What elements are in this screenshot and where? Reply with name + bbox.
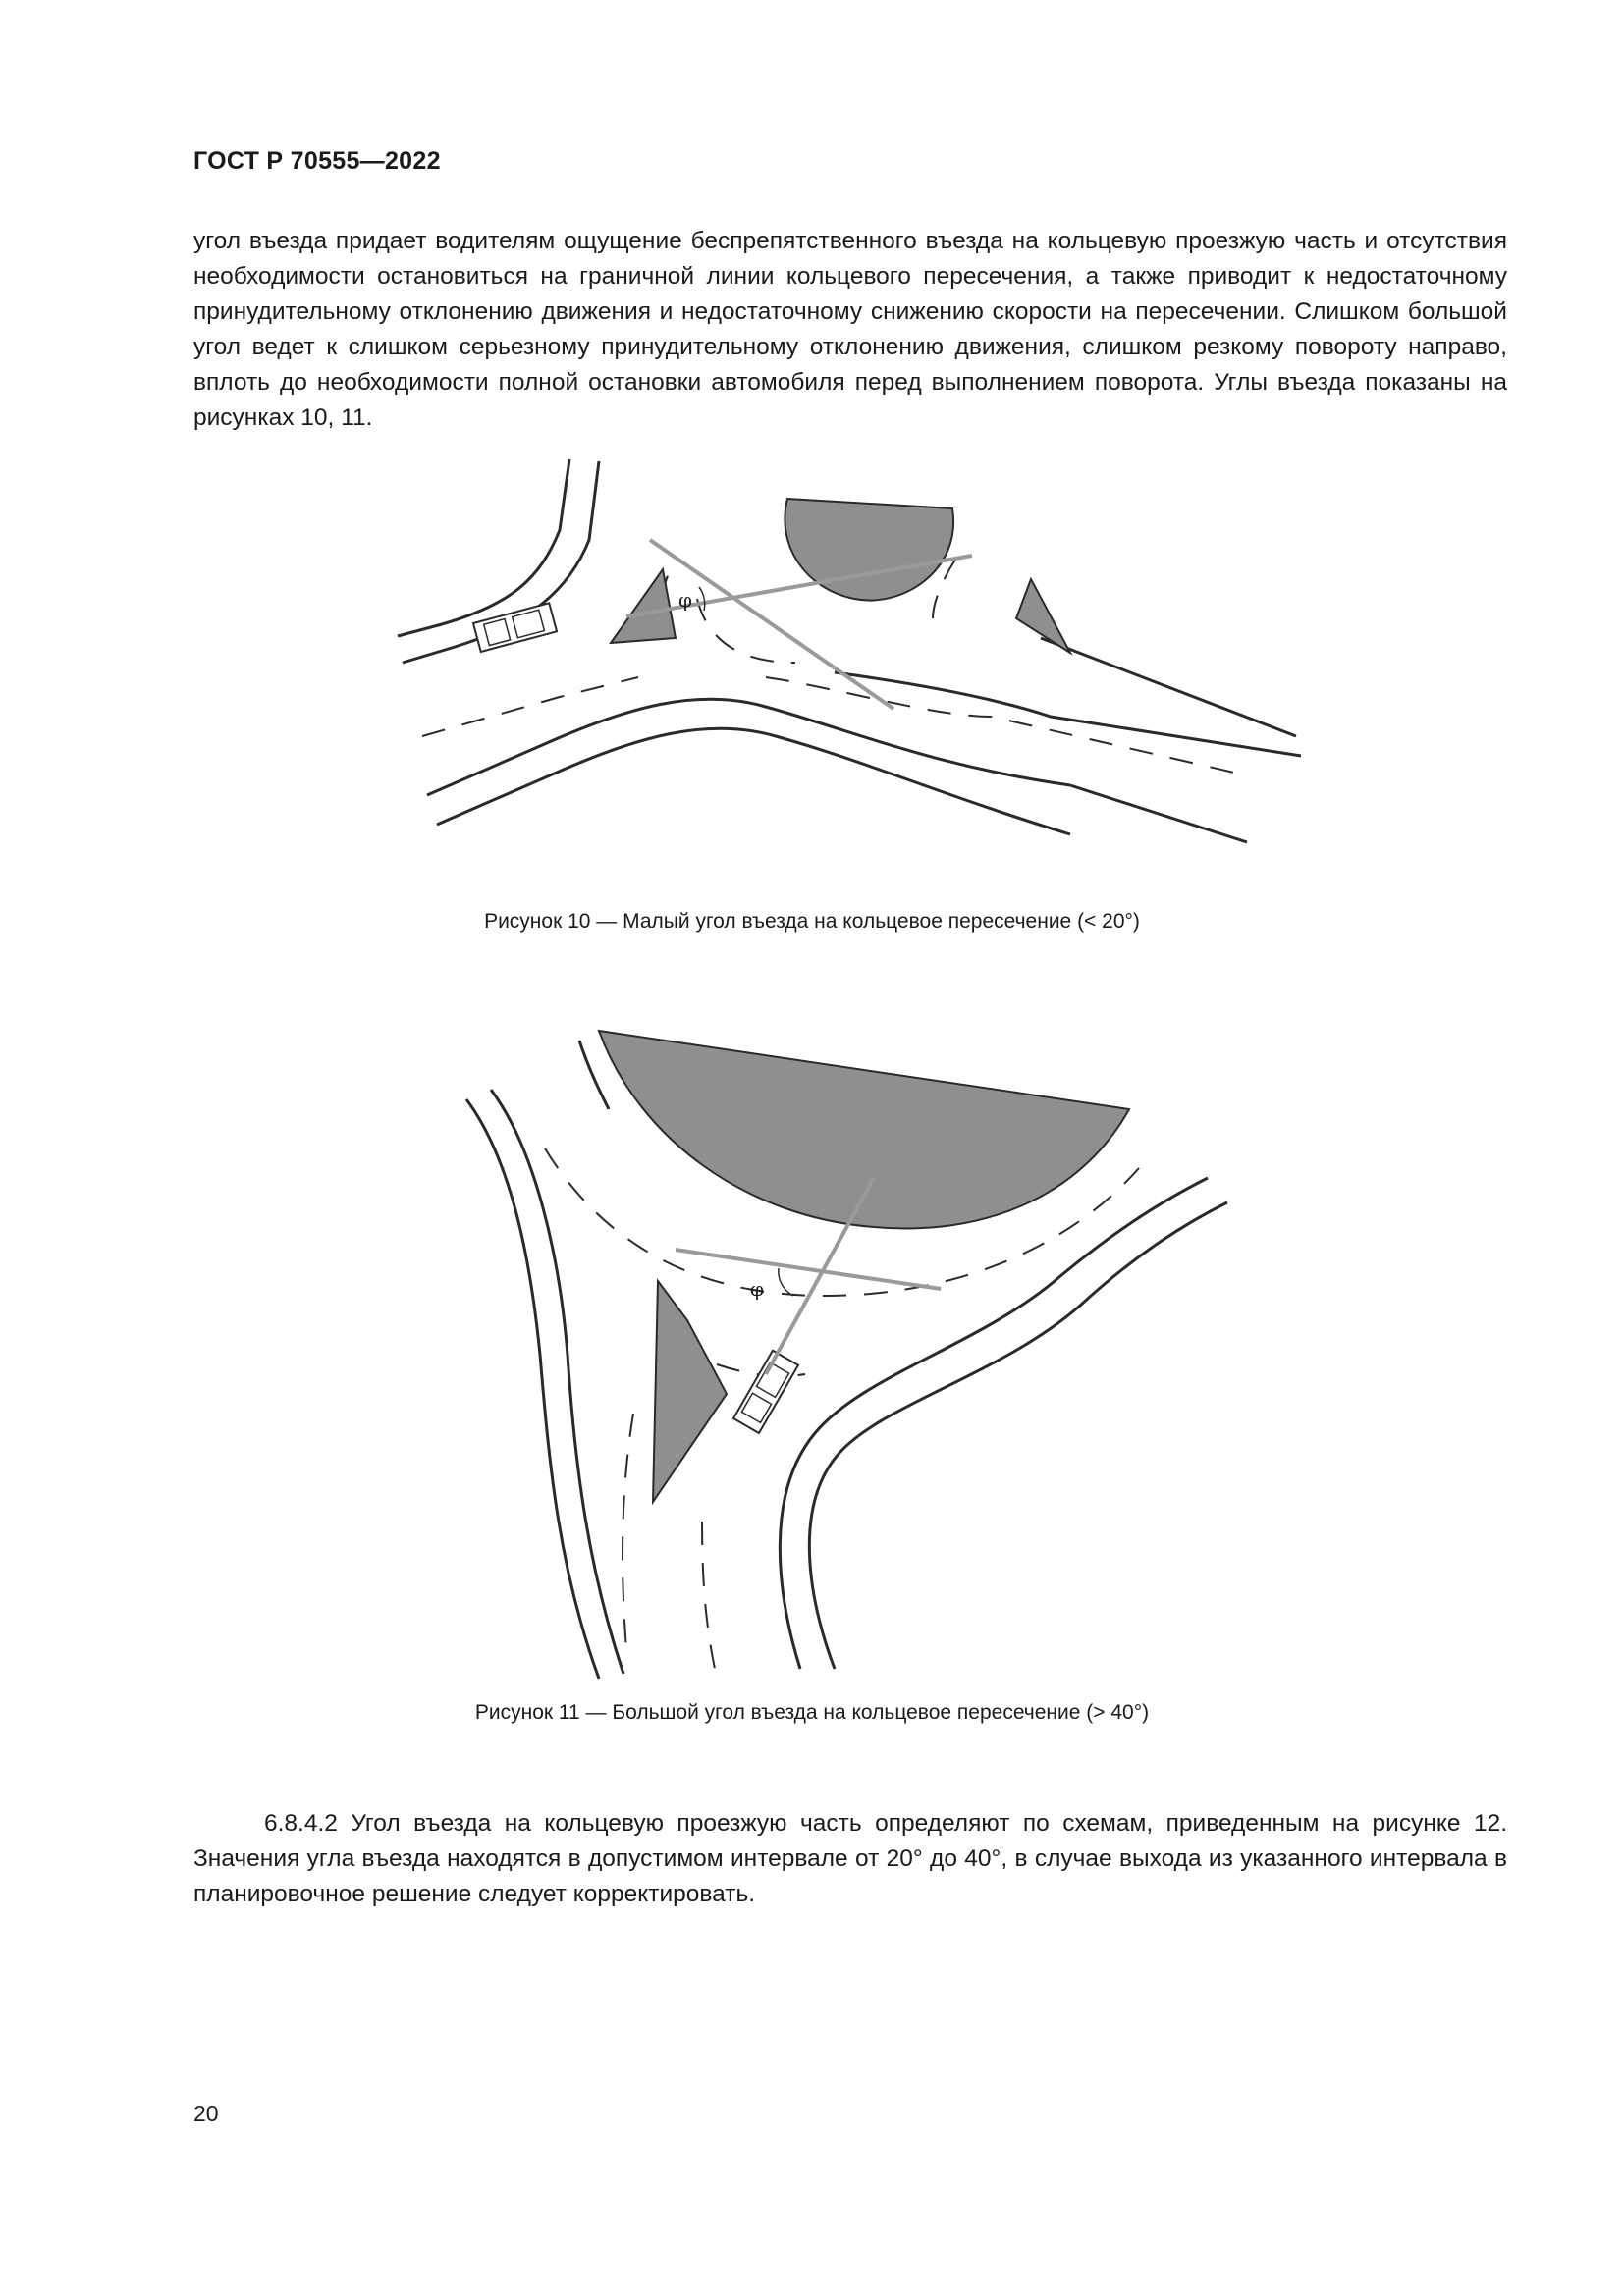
splitter-island <box>653 1281 727 1502</box>
angle-label: φ <box>750 1277 765 1301</box>
angle-arc <box>779 1268 793 1296</box>
car-icon <box>733 1351 798 1433</box>
road-edge-right-1 <box>835 672 1301 756</box>
page-number: 20 <box>193 2101 219 2126</box>
figure-11-diagram <box>452 1001 1267 1688</box>
lane-dash-left <box>422 677 638 736</box>
splitter-island-right <box>1016 579 1070 653</box>
road-edge-bottom-1 <box>427 699 1070 795</box>
lane-dash-right <box>766 677 1247 775</box>
road-edge-left-2 <box>491 1090 623 1674</box>
figure-11-caption: Рисунок 11 — Большой угол въезда на кольцевое пересечение (> 40°) <box>474 1701 1150 1724</box>
figure-11-svg <box>452 1001 1267 1688</box>
splitter-island-left <box>611 569 676 643</box>
figure-10-svg <box>383 452 1326 874</box>
angle-line-1 <box>676 1250 941 1289</box>
road-edge-right-2 <box>809 1202 1227 1669</box>
body-paragraph-1: угол въезда придает водителям ощущение беспрепятственного въезда на кольцевую проезжую часть и отсутствия необходимости остановиться на граничной линии кольцевого пересечения, а также приводит к недостаточному принудительному отклонению движения и недостаточному снижению скорости на пересечении. Слишком большой угол ведет к слишком серьезному принудительному отклонению движения, слишком резкому повороту направо, вплоть до необходимости полной остановки автомобиля перед выполнением поворота. Углы въезда показаны на рисунках 10, 11. <box>193 228 1507 431</box>
road-edge-top <box>579 1041 609 1109</box>
document-header: ГОСТ Р 70555—2022 <box>193 147 441 175</box>
lane-dash-left <box>623 1414 633 1649</box>
road-edge-left-1 <box>466 1099 599 1679</box>
figure-10-diagram <box>383 452 1326 874</box>
car-icon <box>473 603 557 652</box>
road-edge-bottom-2 <box>437 728 1070 834</box>
road-edge-right-2 <box>1070 785 1247 842</box>
lane-dash-down <box>702 1522 715 1669</box>
angle-label: φ <box>678 588 693 612</box>
body-paragraph-2: 6.8.4.2 Угол въезда на кольцевую проезжую часть определяют по схемам, приведенным на рисунке 12. Значения угла въезда находятся в допустимом интервале от 20° до 40°, в случае выхода из указанного интервала в планировочное решение следует корректировать. <box>193 1810 1507 1907</box>
road-edge-right-1 <box>780 1178 1208 1669</box>
figure-10-caption: Рисунок 10 — Малый угол въезда на кольцевое пересечение (< 20°) <box>484 910 1140 933</box>
